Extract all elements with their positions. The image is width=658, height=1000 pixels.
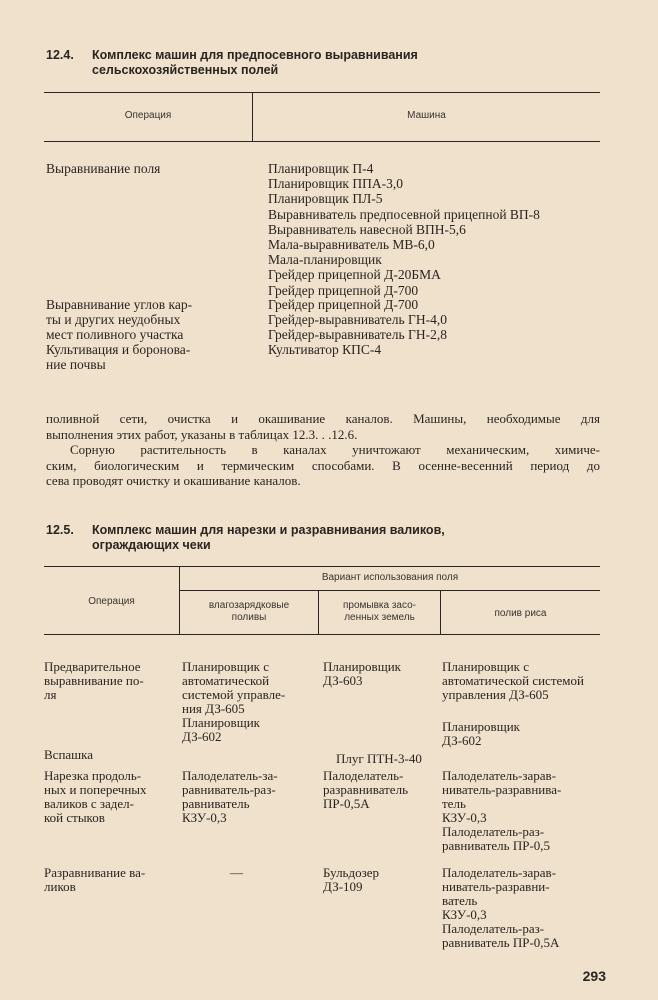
table-12-5-caption	[46, 523, 606, 555]
row1-operation: Предварительное выравнивание по- ля	[44, 659, 144, 702]
header-operation: Операция	[124, 110, 172, 121]
table-number: 12.5.	[46, 523, 74, 537]
row2-operation: Выравнивание углов кар- ты и других неудобных мест поливного участка	[46, 297, 193, 343]
row1-col3-second: Планировщик ДЗ-602	[442, 719, 520, 748]
header-col2: промывка засо- ленных земель	[343, 600, 416, 623]
row2-spanning: Плуг ПТН-3-40	[336, 751, 422, 766]
page-number: 293	[582, 968, 606, 984]
row1-col2: Планировщик ДЗ-603	[323, 659, 401, 688]
paragraph-line: ским, биологическим и термическим способами. В осенне-весенний период до	[46, 457, 600, 473]
table-top-rule	[44, 566, 600, 567]
header-operation: Операция	[88, 596, 135, 607]
paragraph-line: выполнения этих работ, указаны в таблицах 12.3. . .12.6.	[46, 426, 358, 442]
row3-operation: Культивация и боронова- ние почвы	[46, 342, 191, 373]
table-12-4-caption	[46, 48, 606, 80]
table-header-rule	[44, 141, 600, 142]
row1-col3: Планировщик с автоматической системой управления ДЗ-605	[442, 659, 584, 702]
row2-operation: Вспашка	[44, 747, 94, 762]
header-col1: влагозарядковые поливы	[208, 600, 290, 623]
row3-col1: Палоделатель-за- равниватель-раз- равниватель КЗУ-0,3	[182, 768, 278, 825]
variant-header-rule	[180, 590, 600, 591]
row3-col2: Палоделатель- разравниватель ПР-0,5А	[323, 768, 408, 811]
row3-machines: Культиватор КПС-4	[268, 342, 382, 357]
paragraph-line: Сорную растительность в каналах уничтожают механическим, химиче-	[70, 442, 600, 457]
header-variant: Вариант использования поля	[321, 572, 459, 583]
table-title-line2: ограждающих чеки	[92, 538, 211, 552]
header-machine: Машина	[407, 110, 446, 121]
row3-col3: Палоделатель-зарав- ниватель-разравнива- тель КЗУ-0,3 Палоделатель-раз- равниватель ПР-0,5	[442, 768, 562, 853]
row1-col1: Планировщик с автоматической системой управле- ния ДЗ-605 Планировщик ДЗ-602	[182, 659, 286, 744]
row4-col2: Бульдозер ДЗ-109	[323, 865, 380, 894]
table-number: 12.4.	[46, 48, 74, 62]
paragraph-line: поливной сети, очистка и окашивание каналов. Машины, необходимые для	[46, 411, 600, 426]
paragraph-line: сева проводят очистку и окашивание каналов.	[46, 473, 301, 488]
row4-col3: Палоделатель-зарав- ниватель-разравни- ватель КЗУ-0,3 Палоделатель-раз- равниватель ПР-0,5А	[442, 865, 560, 950]
table-top-rule	[44, 92, 600, 93]
table-header-rule	[44, 634, 600, 635]
body-paragraph	[46, 411, 600, 489]
table-title-line1: Комплекс машин для нарезки и разравнивания валиков,	[92, 523, 445, 537]
table-title-line2: сельскохозяйственных полей	[92, 63, 279, 77]
row2-machines: Грейдер прицепной Д-700 Грейдер-выравниватель ГН-4,0 Грейдер-выравниватель ГН-2,8	[268, 297, 447, 343]
row3-operation: Нарезка продоль- ных и поперечных валиков с задел- кой стыков	[44, 768, 147, 825]
row4-col1-dash: —	[230, 865, 243, 880]
header-col3: полив риса	[494, 608, 547, 619]
row4-operation: Разравнивание ва- ликов	[44, 865, 146, 894]
table-title-line1: Комплекс машин для предпосевного выравнивания	[92, 48, 418, 62]
row1-operation: Выравнивание поля	[46, 161, 161, 176]
row1-machines: Планировщик П-4 Планировщик ППА-3,0 Планировщик ПЛ-5 Выравниватель предпосевной прицепной ВП-8 Выравниватель навесной ВПН-5,6 Мала-выравниватель МВ-6,0 Мала-планировщик Грейдер прицепной Д-20БМА Грейдер прицепной Д-700	[268, 161, 540, 298]
